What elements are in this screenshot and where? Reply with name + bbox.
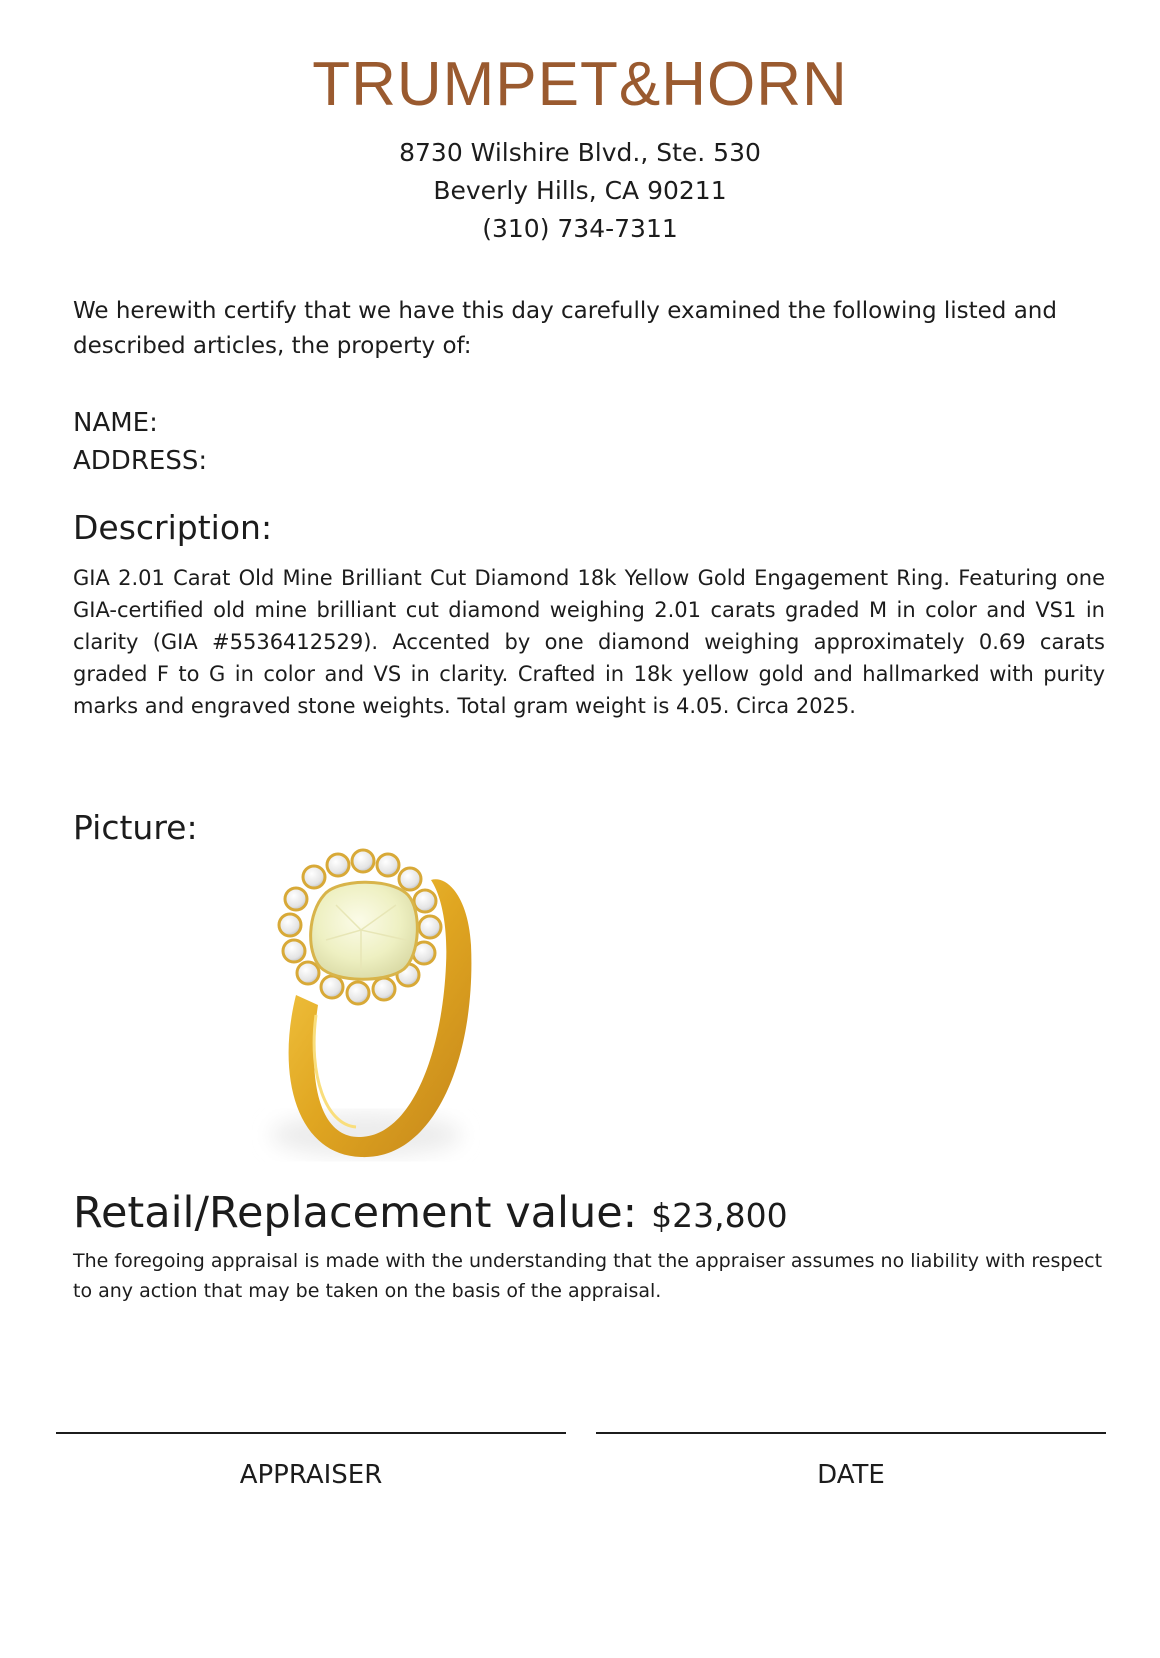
valuation-label: Retail/Replacement value:	[73, 1188, 638, 1238]
phone-number: (310) 734-7311	[482, 214, 678, 243]
valuation	[73, 1188, 788, 1238]
name-field-label: NAME:	[73, 408, 158, 438]
valuation-amount: $23,800	[651, 1196, 788, 1235]
description-text: GIA 2.01 Carat Old Mine Brilliant Cut Diamond 18k Yellow Gold Engagement Ring. Featuring one GIA-certified old mine brilliant cut diamond weighing 2.01 carats graded M in color and VS1 in clarity (GIA #5536412529). Accented by one diamond weighing approximately 0.69 carats graded F to G in color and VS in clarity. Crafted in 18k yellow gold and hallmarked with purity marks and engraved stone weights. Total gram weight is 4.05. Circa 2025.	[73, 566, 1105, 718]
date-label: DATE	[817, 1460, 885, 1490]
appraiser-signature-line	[56, 1432, 566, 1434]
picture-heading: Picture:	[73, 808, 198, 847]
disclaimer-text: The foregoing appraisal is made with the understanding that the appraiser assumes no liability with respect to any action that may be taken on the basis of the appraisal.	[73, 1250, 1103, 1302]
certification-statement: We herewith certify that we have this day carefully examined the following listed and described articles, the property of:	[73, 298, 1057, 359]
city-state-zip: Beverly Hills, CA 90211	[433, 176, 727, 205]
address-field-label: ADDRESS:	[73, 446, 208, 476]
date-signature-line	[596, 1432, 1106, 1434]
street-address: 8730 Wilshire Blvd., Ste. 530	[399, 138, 761, 167]
appraiser-label: APPRAISER	[239, 1460, 383, 1490]
brand-ampersand: &	[618, 50, 662, 119]
description-heading: Description:	[73, 508, 273, 547]
ring-photo	[236, 835, 506, 1175]
brand-name-part1: TRUMPET	[312, 50, 619, 119]
business-address	[0, 134, 1160, 248]
brand-name-part2: HORN	[661, 50, 848, 119]
brand-logo	[0, 48, 1160, 122]
